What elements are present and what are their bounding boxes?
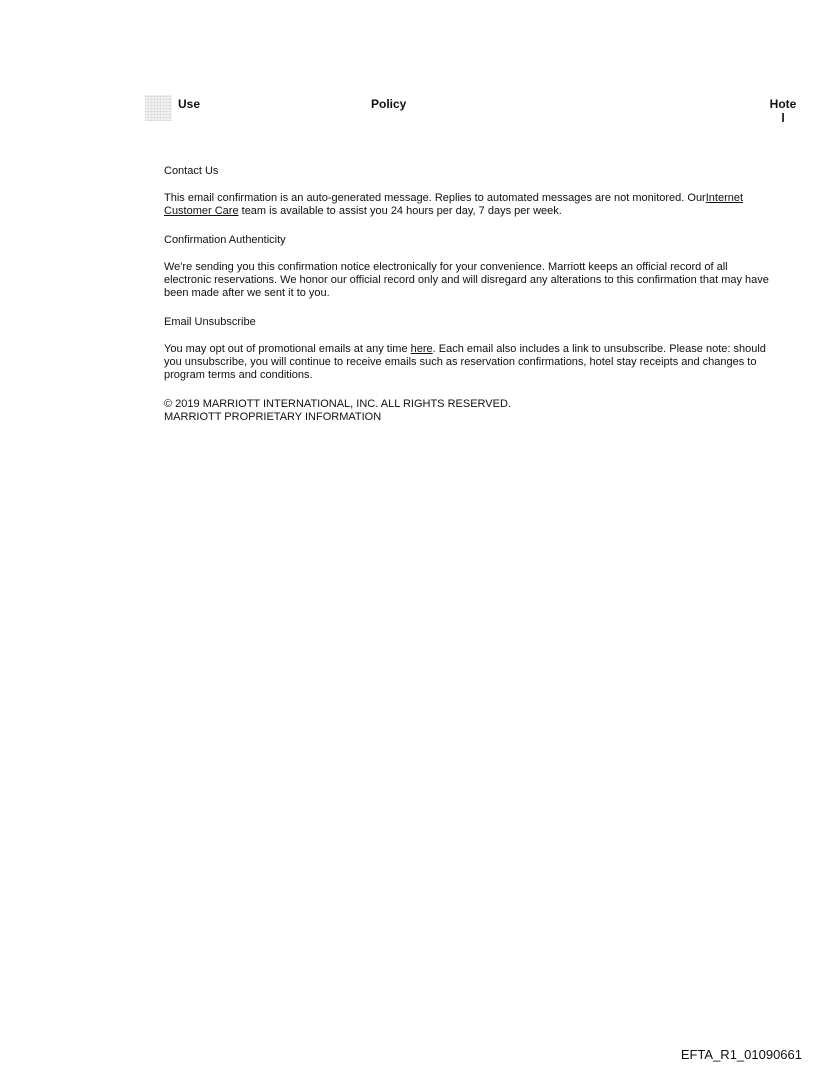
copyright-line-2: MARRIOTT PROPRIETARY INFORMATION: [164, 411, 382, 423]
copyright-notice: [164, 398, 774, 424]
authenticity-heading: Confirmation Authenticity: [164, 234, 286, 246]
unsubscribe-text-after: . Each email also includes a link to unsubscribe. Please note: should you unsubscribe, you will continue to receive emails such as reservation confirmations, hotel stay receipts and changes to program terms and conditions.: [164, 343, 766, 381]
copyright-line-1: © 2019 MARRIOTT INTERNATIONAL, INC. ALL RIGHTS RESERVED.: [164, 398, 511, 410]
nav-link-hotel-line2: l: [781, 111, 785, 125]
contact-heading: Contact Us: [164, 165, 219, 177]
unsubscribe-here-link[interactable]: here: [410, 343, 433, 355]
contact-text-after: team is available to assist you 24 hours per day, 7 days per week.: [238, 205, 562, 217]
email-footer-content: [164, 165, 774, 424]
document-id-stamp: EFTA_R1_01090661: [680, 1047, 802, 1062]
nav-link-hotel[interactable]: [768, 97, 798, 125]
nav-link-policy[interactable]: Policy: [371, 97, 407, 111]
nav-link-hotel-line1: Hote: [769, 97, 797, 111]
contact-paragraph: [164, 192, 774, 218]
authenticity-paragraph: We're sending you this confirmation notice electronically for your convenience. Marriott keeps an official record of all electronic reservations. We honor our official record only and will disregard any alterations to this confirmation that may have been made after we sent it to you.: [164, 261, 769, 299]
unsubscribe-text-before: You may opt out of promotional emails at any time: [164, 343, 411, 355]
marriott-logo-image[interactable]: [145, 95, 172, 121]
unsubscribe-heading: Email Unsubscribe: [164, 316, 256, 328]
contact-text-before: This email confirmation is an auto-generated message. Replies to automated messages are not monitored. Our: [164, 192, 706, 204]
internet-customer-care-link[interactable]: Internet Customer Care: [164, 192, 744, 217]
nav-link-use[interactable]: Use: [178, 97, 201, 111]
unsubscribe-paragraph: [164, 343, 774, 382]
